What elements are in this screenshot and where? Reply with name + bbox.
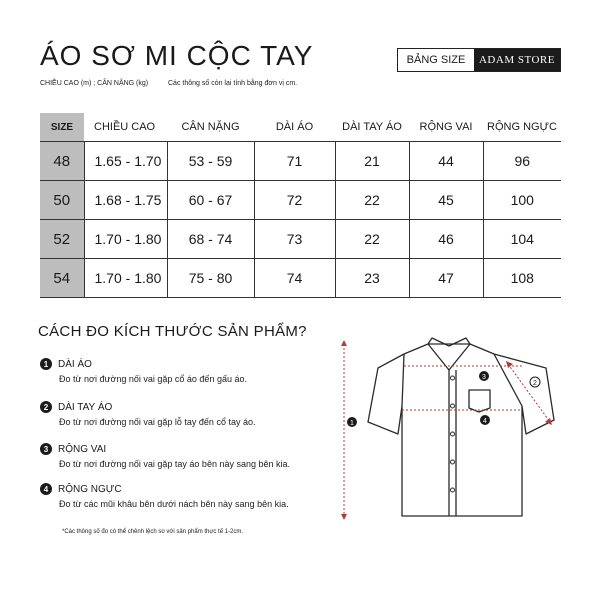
measure-item-desc: Đo từ nơi đường nối vai gặp lỗ tay đến cổ tay áo. xyxy=(59,417,256,427)
marker-label: 3 xyxy=(482,374,486,381)
measure-item-label: RỘNG VAI xyxy=(58,443,107,455)
table-cell: 21 xyxy=(335,142,409,181)
measure-item-label: DÀI TAY ÁO xyxy=(58,401,113,413)
measure-item-label: RỘNG NGỰC xyxy=(58,483,122,495)
column-header: CÂN NẶNG xyxy=(167,113,254,142)
shirt-diagram xyxy=(332,330,562,530)
size-chart-badge xyxy=(397,48,561,72)
column-header: DÀI TAY ÁO xyxy=(335,113,409,142)
table-cell: 48 xyxy=(40,142,84,181)
table-cell: 50 xyxy=(40,181,84,220)
table-cell: 23 xyxy=(335,259,409,298)
measure-item-desc: Đo từ các mũi khâu bên dưới nách bên này sang bên kia. xyxy=(59,499,289,509)
table-row xyxy=(40,259,561,298)
table-row xyxy=(40,220,561,259)
arrow-down-icon xyxy=(341,514,347,520)
table-cell: 52 xyxy=(40,220,84,259)
table-cell: 68 - 74 xyxy=(167,220,254,259)
table-cell: 75 - 80 xyxy=(167,259,254,298)
buttons xyxy=(451,376,455,492)
units-note: CHIỀU CAO (m) ; CÂN NẶNG (kg) xyxy=(40,80,149,87)
table-cell: 108 xyxy=(483,259,561,298)
table-cell: 45 xyxy=(409,181,483,220)
other-units-note: Các thông số còn lại tính bằng đơn vị cm. xyxy=(168,80,298,87)
arrow-icon xyxy=(506,361,513,368)
table-cell: 46 xyxy=(409,220,483,259)
number-badge: 2 xyxy=(40,401,52,413)
measure-item-shoulder xyxy=(40,442,330,469)
shirt-icon xyxy=(368,338,554,516)
number-badge: 3 xyxy=(40,443,52,455)
table-cell: 73 xyxy=(254,220,335,259)
number-badge: 1 xyxy=(40,358,52,370)
table-cell: 100 xyxy=(483,181,561,220)
table-cell: 1.65 - 1.70 xyxy=(84,142,167,181)
store-logo: ADAM STORE xyxy=(474,49,560,71)
footnote: *Các thông số đo có thể chênh lệch so với sản phẩm thực tế 1-2cm. xyxy=(62,529,244,535)
table-cell: 54 xyxy=(40,259,84,298)
column-header: DÀI ÁO xyxy=(254,113,335,142)
table-cell: 1.70 - 1.80 xyxy=(84,259,167,298)
table-cell: 22 xyxy=(335,220,409,259)
badge-label: BẢNG SIZE xyxy=(406,54,466,66)
table-cell: 1.70 - 1.80 xyxy=(84,220,167,259)
column-header: CHIỀU CAO xyxy=(84,113,167,142)
measure-item-desc: Đo từ nơi đường nối vai gặp cổ áo đến gấu áo. xyxy=(59,374,247,384)
table-cell: 47 xyxy=(409,259,483,298)
measure-item-chest xyxy=(40,482,330,509)
marker-label: 2 xyxy=(533,380,537,387)
measure-item-length xyxy=(40,357,330,384)
table-cell: 104 xyxy=(483,220,561,259)
table-cell: 71 xyxy=(254,142,335,181)
table-cell: 22 xyxy=(335,181,409,220)
column-header: SIZE xyxy=(40,113,84,142)
measure-item-sleeve xyxy=(40,400,330,427)
table-cell: 74 xyxy=(254,259,335,298)
table-cell: 44 xyxy=(409,142,483,181)
size-table xyxy=(40,113,561,298)
measure-section-title: CÁCH ĐO KÍCH THƯỚC SẢN PHẨM? xyxy=(38,323,307,340)
column-header: RỘNG NGỰC xyxy=(483,113,561,142)
measure-item-label: DÀI ÁO xyxy=(58,358,92,370)
table-cell: 72 xyxy=(254,181,335,220)
column-header: RỘNG VAI xyxy=(409,113,483,142)
marker-label: 1 xyxy=(350,420,354,427)
table-cell: 96 xyxy=(483,142,561,181)
marker-label: 4 xyxy=(483,418,487,425)
table-cell: 1.68 - 1.75 xyxy=(84,181,167,220)
table-header-row xyxy=(40,113,561,142)
arrow-up-icon xyxy=(341,340,347,346)
number-badge: 4 xyxy=(40,483,52,495)
table-row xyxy=(40,181,561,220)
measure-item-desc: Đo từ nơi đường nối vai gặp tay áo bên này sang bên kia. xyxy=(59,459,290,469)
page-title: ÁO SƠ MI CỘC TAY xyxy=(40,40,314,71)
table-cell: 53 - 59 xyxy=(167,142,254,181)
table-cell: 60 - 67 xyxy=(167,181,254,220)
table-row xyxy=(40,142,561,181)
